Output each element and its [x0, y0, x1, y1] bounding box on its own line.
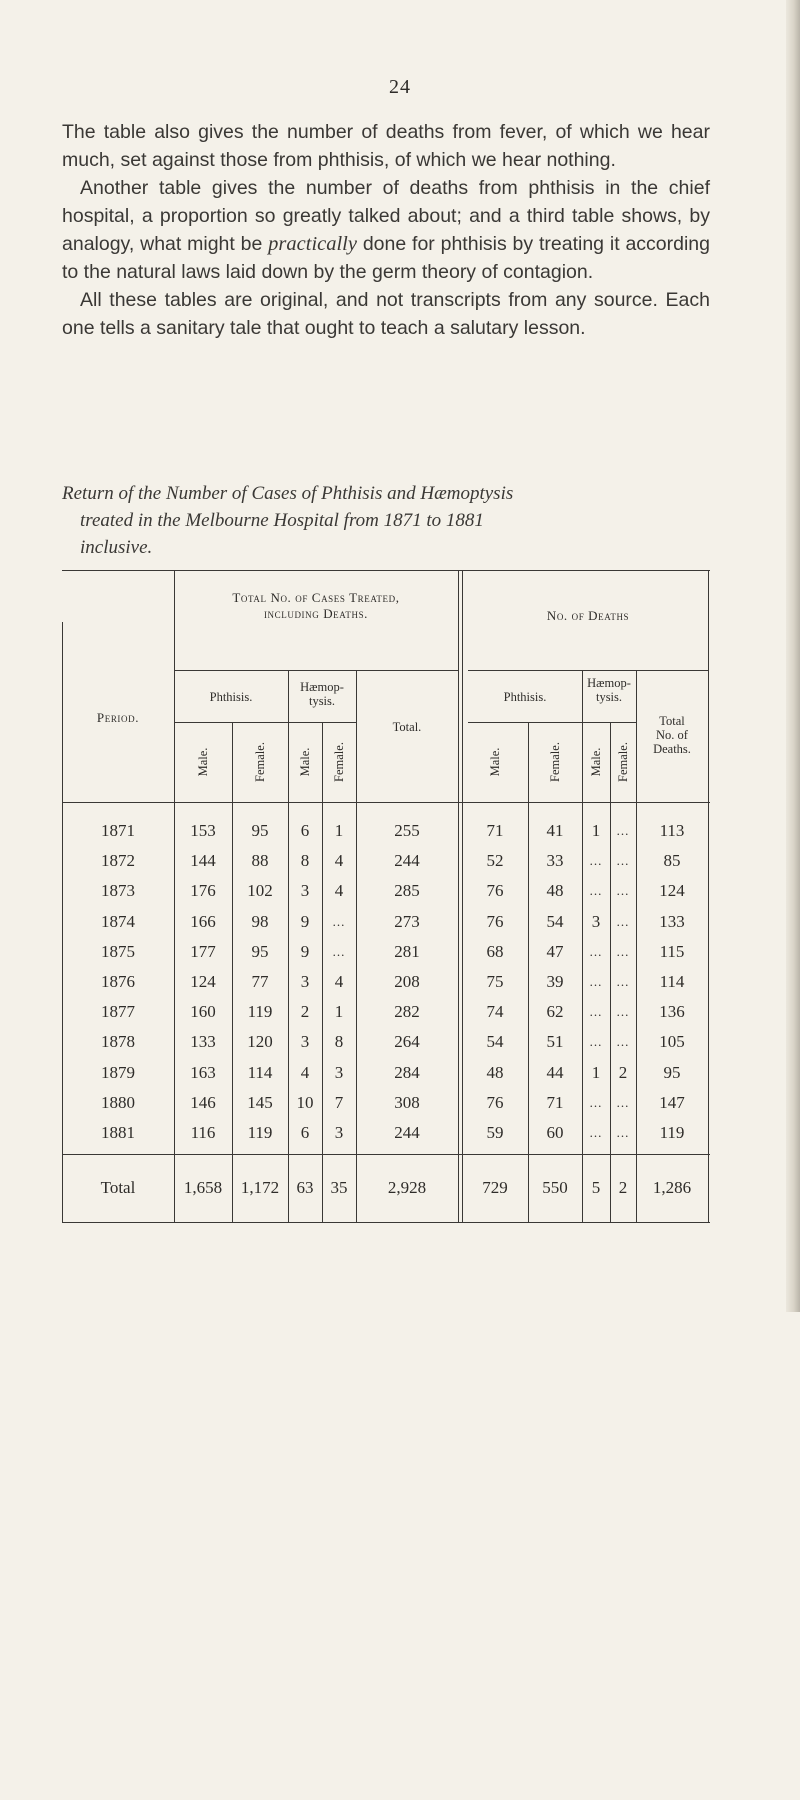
- cell-d-ph-f: 62: [546, 1002, 564, 1022]
- header-c-hm-female: Female.: [332, 742, 346, 782]
- cell-c-ph-f: 114: [247, 1062, 273, 1082]
- total-c-total: 2,928: [387, 1178, 427, 1197]
- cell-d-hm-f: 2: [618, 1062, 628, 1082]
- rule-bottom: [62, 1222, 710, 1223]
- paragraph-2-italic: practically: [268, 233, 357, 255]
- paragraph-2-part-a: Another table gives the number of deaths from phthisis in the chief hospital, a proportion so greatly talked about; and a third table shows, by analogy, what might be: [62, 177, 710, 255]
- cell-c-ph-f: 95: [251, 821, 269, 840]
- cell-c-ph-m: 146: [190, 1092, 216, 1112]
- table-row: [62, 1088, 710, 1118]
- cell-c-ph-f: 95: [251, 941, 269, 961]
- caption-line-2: treated in the Melbourne Hospital from 1871 to 1881: [80, 510, 484, 531]
- table-row: [62, 937, 710, 967]
- cell-d-ph-f: 48: [546, 881, 564, 901]
- cell-d-total: 115: [659, 941, 685, 961]
- cell-d-ph-m: 76: [486, 911, 504, 931]
- rule-before-total: [62, 1154, 710, 1155]
- cell-c-hm-m: 3: [300, 1032, 310, 1052]
- cell-d-total: 105: [659, 1032, 685, 1052]
- cell-d-hm-f: ...: [616, 853, 630, 869]
- cell-c-hm-m: 3: [300, 972, 310, 991]
- cell-c-total: 264: [394, 1032, 420, 1052]
- cell-d-hm-m: 1: [591, 821, 601, 840]
- cell-d-ph-f: 39: [546, 972, 564, 991]
- cell-d-hm-f: ...: [616, 1094, 630, 1110]
- header-d-hm-male: Male.: [589, 747, 603, 777]
- cell-c-hm-f: ...: [332, 943, 346, 959]
- cell-c-ph-f: 119: [247, 1123, 273, 1142]
- cell-c-hm-m: 9: [300, 941, 310, 961]
- cell-d-hm-m: ...: [589, 974, 603, 989]
- cell-c-ph-m: 163: [190, 1062, 216, 1082]
- header-d-hm-female: Female.: [616, 742, 630, 782]
- cell-c-total: 244: [394, 851, 420, 871]
- cell-period: 1873: [101, 881, 135, 901]
- header-d-haemoptysis-l1: Hæmop-: [587, 676, 631, 690]
- total-c-hm-m: 63: [296, 1178, 314, 1197]
- cell-d-ph-f: 60: [546, 1123, 564, 1142]
- cell-d-ph-f: 54: [546, 911, 564, 931]
- cell-d-hm-m: 3: [591, 911, 601, 931]
- cell-c-ph-m: 116: [190, 1123, 216, 1142]
- header-c-phthisis: Phthisis.: [209, 690, 253, 704]
- cell-c-hm-m: 3: [300, 881, 310, 901]
- cell-period: 1871: [101, 821, 135, 840]
- total-d-hm-f: 2: [618, 1178, 628, 1197]
- cell-c-total: 208: [394, 972, 420, 991]
- cell-d-total: 95: [663, 1062, 681, 1082]
- header-c-haemoptysis: [288, 680, 356, 708]
- cell-c-ph-m: 124: [190, 972, 216, 991]
- cell-d-hm-m: ...: [589, 883, 603, 899]
- cell-c-hm-f: 1: [334, 1002, 344, 1022]
- cell-c-total: 285: [394, 881, 420, 901]
- rule-group-deaths: [468, 670, 708, 671]
- cell-period: 1872: [101, 851, 135, 871]
- header-period: Period.: [96, 710, 140, 725]
- total-row: [62, 1173, 710, 1203]
- rule-sub-cases: [174, 722, 356, 723]
- cell-period: 1876: [101, 972, 135, 991]
- cell-d-ph-f: 44: [546, 1062, 564, 1082]
- cell-d-hm-f: ...: [616, 1034, 630, 1050]
- cell-c-ph-f: 77: [251, 972, 269, 991]
- rule-top: [62, 570, 710, 571]
- cell-d-total: 119: [659, 1123, 685, 1142]
- header-d-total-l1: Total: [659, 714, 685, 728]
- cell-c-ph-m: 177: [190, 941, 216, 961]
- cell-d-total: 85: [663, 851, 681, 871]
- cell-d-hm-m: ...: [589, 1094, 603, 1110]
- cell-d-ph-m: 54: [486, 1032, 504, 1052]
- cell-c-ph-m: 133: [190, 1032, 216, 1052]
- cell-d-ph-f: 51: [546, 1032, 564, 1052]
- cell-d-ph-m: 68: [486, 941, 504, 961]
- cell-d-hm-f: ...: [616, 943, 630, 959]
- total-period: Total: [100, 1178, 136, 1197]
- header-deaths: No. of Deaths: [546, 608, 630, 623]
- cell-d-total: 133: [659, 911, 685, 931]
- table-row: [62, 1058, 710, 1088]
- header-c-hm-male: Male.: [298, 747, 312, 777]
- cell-c-ph-m: 160: [190, 1002, 216, 1022]
- page-edge-shadow: [786, 0, 800, 1312]
- table-row: [62, 876, 710, 906]
- cell-c-total: 308: [394, 1092, 420, 1112]
- cell-d-total: 136: [659, 1002, 685, 1022]
- cell-c-ph-f: 120: [247, 1032, 273, 1052]
- total-d-ph-f: 550: [542, 1178, 568, 1197]
- cell-d-hm-m: 1: [591, 1062, 601, 1082]
- total-c-ph-f: 1,172: [240, 1178, 280, 1197]
- header-c-haemoptysis-l2: tysis.: [308, 694, 336, 708]
- cell-c-total: 281: [394, 941, 420, 961]
- header-d-total: [636, 714, 708, 756]
- cell-c-ph-m: 153: [190, 821, 216, 840]
- cell-c-total: 273: [394, 911, 420, 931]
- cell-period: 1877: [101, 1002, 135, 1022]
- paragraph-2-part-b: done for phthisis by treating it according to the natural laws laid down by the germ theory of contagion.: [62, 233, 710, 283]
- cell-c-ph-m: 176: [190, 881, 216, 901]
- header-d-haemoptysis: [582, 676, 636, 704]
- cell-c-ph-m: 144: [190, 851, 216, 871]
- cell-c-hm-f: 7: [334, 1092, 344, 1112]
- rule-header-bottom: [62, 802, 710, 803]
- cell-c-hm-m: 9: [300, 911, 310, 931]
- cell-c-total: 255: [394, 821, 420, 840]
- cell-d-ph-m: 59: [486, 1123, 504, 1142]
- table-row: [62, 1027, 710, 1057]
- header-d-ph-male: Male.: [488, 747, 502, 777]
- cell-period: 1875: [101, 941, 135, 961]
- cell-d-ph-m: 48: [486, 1062, 504, 1082]
- cell-d-total: 113: [659, 821, 685, 840]
- cell-c-total: 282: [394, 1002, 420, 1022]
- header-d-ph-female: Female.: [548, 742, 562, 782]
- cell-d-ph-m: 76: [486, 1092, 504, 1112]
- header-c-total: Total.: [392, 720, 422, 734]
- cell-d-hm-m: ...: [589, 1034, 603, 1050]
- paragraph-2: [62, 174, 710, 286]
- cell-d-hm-m: ...: [589, 1125, 603, 1140]
- table-row: [62, 967, 710, 997]
- cell-d-ph-f: 41: [546, 821, 564, 840]
- cell-period: 1879: [101, 1062, 135, 1082]
- cell-d-hm-f: ...: [616, 1125, 630, 1140]
- cell-c-hm-m: 6: [300, 1123, 310, 1142]
- cell-c-hm-f: 4: [334, 851, 344, 871]
- total-c-ph-m: 1,658: [183, 1178, 223, 1197]
- cell-d-ph-m: 52: [486, 851, 504, 871]
- cell-d-hm-f: ...: [616, 974, 630, 989]
- cell-c-total: 284: [394, 1062, 420, 1082]
- total-d-ph-m: 729: [482, 1178, 508, 1197]
- cell-c-ph-f: 98: [251, 911, 269, 931]
- paragraph-1: The table also gives the number of deaths from fever, of which we hear much, set against those from phthisis, of which we hear nothing.: [62, 121, 710, 171]
- cell-c-hm-m: 10: [296, 1092, 314, 1112]
- cell-c-hm-m: 4: [300, 1062, 310, 1082]
- cell-c-hm-f: ...: [332, 913, 346, 929]
- cell-d-hm-m: ...: [589, 853, 603, 869]
- header-c-ph-male: Male.: [196, 747, 210, 777]
- header-total-cases-l1: Total No. of Cases Treated,: [232, 590, 400, 605]
- cell-c-hm-m: 6: [300, 821, 310, 840]
- caption-line-3: inclusive.: [80, 537, 153, 558]
- cell-period: 1878: [101, 1032, 135, 1052]
- header-d-phthisis: Phthisis.: [503, 690, 547, 704]
- header-c-haemoptysis-l1: Hæmop-: [300, 680, 344, 694]
- body-text: [62, 118, 710, 342]
- cell-period: 1881: [101, 1123, 135, 1142]
- header-total-cases: [174, 590, 458, 622]
- caption-line-1: Return of the Number of Cases of Phthisis and Hæmoptysis: [62, 483, 514, 504]
- cell-c-ph-f: 145: [247, 1092, 273, 1112]
- cell-d-hm-f: ...: [616, 913, 630, 929]
- cell-d-total: 114: [659, 972, 685, 991]
- cell-c-hm-m: 8: [300, 851, 310, 871]
- table-row: [62, 907, 710, 937]
- cell-c-hm-f: 3: [334, 1062, 344, 1082]
- paragraph-3: All these tables are original, and not transcripts from any source. Each one tells a sanitary tale that ought to teach a salutary lesson.: [62, 289, 710, 339]
- cell-d-ph-m: 71: [486, 821, 504, 840]
- data-table: [62, 570, 710, 1800]
- header-c-ph-female: Female.: [253, 742, 267, 782]
- cell-c-ph-f: 88: [251, 851, 269, 871]
- cell-d-ph-m: 74: [486, 1002, 504, 1022]
- header-d-haemoptysis-l2: tysis.: [595, 690, 623, 704]
- cell-d-total: 147: [659, 1092, 685, 1112]
- cell-period: 1880: [101, 1092, 135, 1112]
- header-total-cases-l2: including Deaths.: [263, 606, 369, 621]
- cell-c-hm-f: 3: [334, 1123, 344, 1142]
- cell-d-ph-m: 75: [486, 972, 504, 991]
- cell-d-ph-f: 71: [546, 1092, 564, 1112]
- cell-d-total: 124: [659, 881, 685, 901]
- cell-d-ph-f: 33: [546, 851, 564, 871]
- page-number: 24: [389, 76, 411, 98]
- rule-group-cases: [174, 670, 458, 671]
- cell-c-hm-f: 8: [334, 1032, 344, 1052]
- header-d-total-l2: No. of: [656, 728, 688, 742]
- cell-d-hm-m: ...: [589, 1004, 603, 1020]
- cell-c-hm-m: 2: [300, 1002, 310, 1022]
- cell-c-hm-f: 4: [334, 972, 344, 991]
- table-row: [62, 997, 710, 1027]
- header-d-total-l3: Deaths.: [653, 742, 691, 756]
- cell-c-total: 244: [394, 1123, 420, 1142]
- cell-c-ph-f: 102: [247, 881, 273, 901]
- total-d-hm-m: 5: [591, 1178, 601, 1197]
- cell-d-hm-f: ...: [616, 1004, 630, 1020]
- cell-d-hm-f: ...: [616, 823, 630, 838]
- cell-c-hm-f: 4: [334, 881, 344, 901]
- table-row: [62, 816, 710, 846]
- cell-c-hm-f: 1: [334, 821, 344, 840]
- table-row: [62, 846, 710, 876]
- cell-d-hm-f: ...: [616, 883, 630, 899]
- total-c-hm-f: 35: [330, 1178, 348, 1197]
- cell-period: 1874: [101, 911, 135, 931]
- table-caption: [62, 480, 710, 561]
- table-row: [62, 1118, 710, 1148]
- cell-d-hm-m: ...: [589, 943, 603, 959]
- cell-d-ph-m: 76: [486, 881, 504, 901]
- cell-c-ph-m: 166: [190, 911, 216, 931]
- cell-c-ph-f: 119: [247, 1002, 273, 1022]
- total-d-total: 1,286: [652, 1178, 692, 1197]
- cell-d-ph-f: 47: [546, 941, 564, 961]
